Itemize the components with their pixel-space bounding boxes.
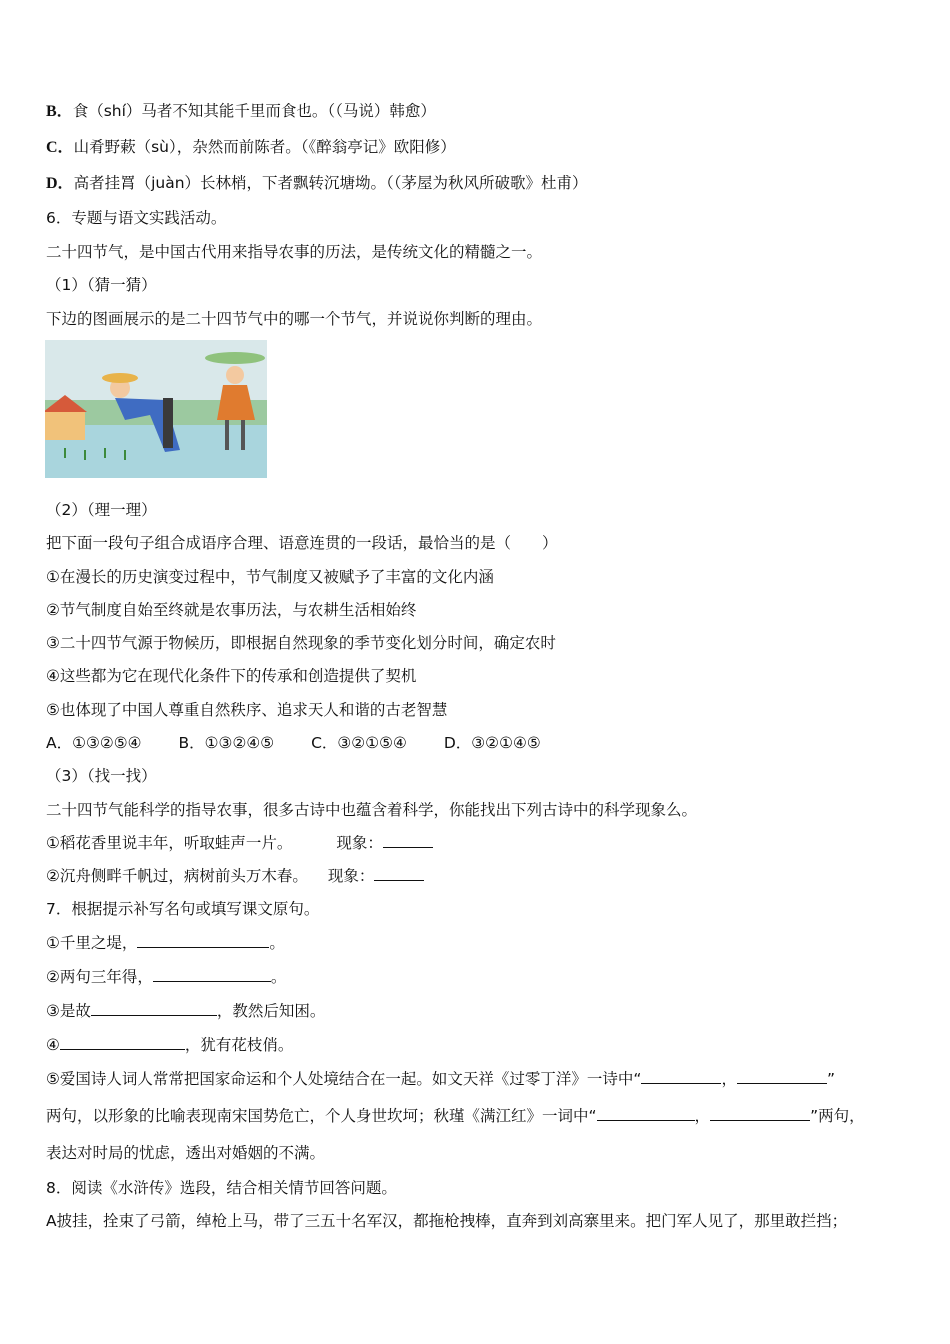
question-7-title: 7．根据提示补写名句或填写课文原句。	[46, 900, 320, 918]
answer-blank[interactable]	[60, 1035, 185, 1050]
item-text: ”两句，	[810, 1107, 865, 1125]
part-1-heading: （1）（猜一猜）	[46, 276, 157, 294]
answer-blank[interactable]	[737, 1069, 827, 1084]
sentence-1: ①在漫长的历史演变过程中，节气制度又被赋予了丰富的文化内涵	[46, 568, 494, 586]
sentence-2: ②节气制度自始至终就是农事历法，与农耕生活相始终	[46, 601, 417, 619]
item-text: ③是故	[46, 1002, 91, 1020]
option-text: 食（shí）马者不知其能千里而食也。（（马说）韩愈）	[72, 102, 436, 120]
poem-text: ②沉舟侧畔千帆过，病树前头万木春。	[46, 867, 308, 885]
item-5-line-3: 表达对时局的忧虑，透出对婚姻的不满。	[46, 1144, 326, 1162]
item-1	[46, 933, 285, 953]
question-8-title: 8．阅读《水浒传》选段，结合相关情节回答问题。	[46, 1179, 397, 1197]
question-6-title: 6．专题与语文实践活动。	[46, 209, 227, 227]
option-c	[46, 137, 456, 158]
item-text: ，	[721, 1070, 737, 1088]
sentence-3: ③二十四节气源于物候历，即根据自然现象的季节变化划分时间，确定农时	[46, 634, 556, 652]
poem-2	[46, 866, 424, 886]
item-text: 两句，以形象的比喻表现南宋国势危亡，个人身世坎坷；秋瑾《满江红》一词中“	[46, 1107, 597, 1125]
poem-1	[46, 833, 433, 853]
part-2-heading: （2）（理一理）	[46, 501, 157, 519]
sentence-4: ④这些都为它在现代化条件下的传承和创造提供了契机	[46, 667, 417, 685]
option-c: C．③②①⑤④	[311, 734, 407, 752]
item-text: ⑤爱国诗人词人常常把国家命运和个人处境结合在一起。如文天祥《过零丁洋》一诗中“	[46, 1070, 642, 1088]
solar-term-illustration	[45, 340, 267, 478]
poem-text: ①稻花香里说丰年，听取蛙声一片。	[46, 834, 293, 852]
option-label: C．	[46, 139, 74, 156]
option-label: B．	[46, 103, 73, 120]
item-5-line-1	[46, 1069, 835, 1089]
item-4	[46, 1035, 293, 1055]
item-text: ，教然后知困。	[216, 1002, 326, 1020]
option-text: 高者挂罥（juàn）长林梢，下者飘转沉塘坳。（（茅屋为秋风所破歌》杜甫）	[73, 174, 588, 192]
option-text: 山肴野蔌（sù），杂然而前陈者。（《醉翁亭记》欧阳修）	[73, 138, 456, 156]
item-text: 。	[270, 968, 287, 986]
item-text: ①千里之堤，	[46, 934, 138, 952]
part-3-text: 二十四节气能科学的指导农事，很多古诗中也蕴含着科学，你能找出下列古诗中的科学现象么。	[46, 801, 698, 819]
part-3-heading: （3）（找一找）	[46, 767, 157, 785]
item-text: ”	[826, 1070, 835, 1088]
item-text: ②两句三年得，	[46, 968, 153, 986]
answer-blank[interactable]	[383, 833, 433, 848]
part-1-text: 下边的图画展示的是二十四节气中的哪一个节气，并说说你判断的理由。	[46, 310, 543, 328]
answer-blank[interactable]	[91, 1001, 217, 1016]
item-5-line-2	[46, 1106, 865, 1126]
option-d	[46, 173, 588, 194]
option-b: B．①③②④⑤	[178, 734, 275, 752]
item-text: ，犹有花枝俏。	[184, 1036, 294, 1054]
answer-blank[interactable]	[641, 1069, 721, 1084]
answer-blank[interactable]	[137, 933, 269, 948]
item-text: ，	[694, 1107, 711, 1125]
item-text: 。	[269, 934, 285, 952]
phenomenon-label: 现象：	[327, 867, 375, 885]
option-a: A．①③②⑤④	[46, 734, 142, 752]
answer-blank[interactable]	[710, 1106, 810, 1121]
item-2	[46, 967, 286, 987]
option-b	[46, 101, 436, 122]
part-2-text: 把下面一段句子组合成语序合理、语意连贯的一段话，最恰当的是（ ）	[46, 534, 558, 552]
item-3	[46, 1001, 325, 1021]
answer-options	[46, 733, 541, 753]
question-6-intro: 二十四节气，是中国古代用来指导农事的历法，是传统文化的精髓之一。	[46, 243, 543, 261]
answer-blank[interactable]	[597, 1106, 695, 1121]
sentence-5: ⑤也体现了中国人尊重自然秩序、追求天人和谐的古老智慧	[46, 701, 448, 719]
answer-blank[interactable]	[374, 866, 424, 881]
option-d: D．③②①④⑤	[443, 734, 541, 752]
question-8-passage: A披挂，拴束了弓箭，绰枪上马，带了三五十名军汉，都拖枪拽棒，直奔到刘高寨里来。把门军人见了，那里敢拦挡；	[46, 1212, 848, 1230]
phenomenon-label: 现象：	[336, 834, 383, 852]
answer-blank[interactable]	[153, 967, 271, 982]
item-text: ④	[46, 1036, 60, 1054]
option-label: D．	[46, 175, 74, 192]
